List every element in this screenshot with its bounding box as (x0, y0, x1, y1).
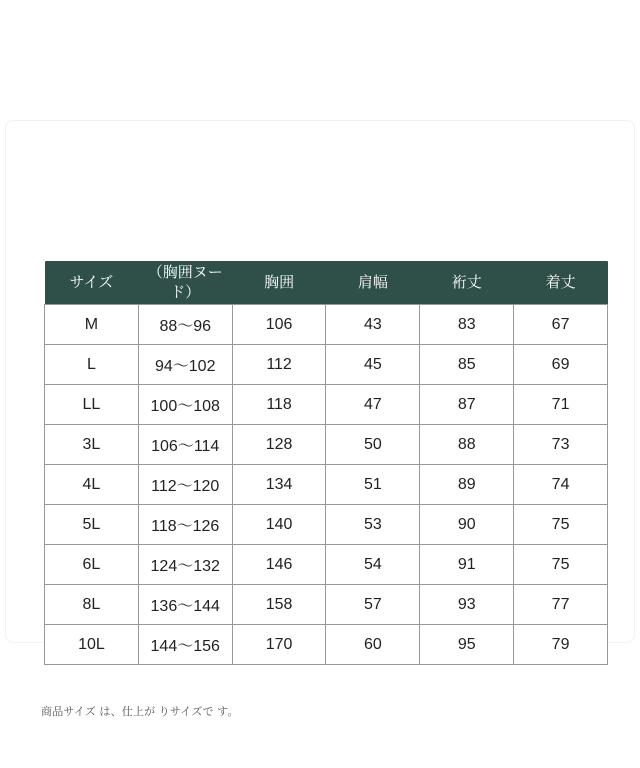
table-cell: 118 (232, 385, 326, 425)
table-row-ll (45, 385, 608, 425)
table-cell: 87 (420, 385, 514, 425)
table-cell: 8L (45, 585, 139, 625)
table-cell: 51 (326, 465, 420, 505)
table-cell: 88～96 (138, 305, 232, 345)
table-cell: 10L (45, 625, 139, 665)
table-cell: 144～156 (138, 625, 232, 665)
table-cell: L (45, 345, 139, 385)
size-chart-body (45, 305, 608, 665)
table-cell: LL (45, 385, 139, 425)
table-row-10l (45, 625, 608, 665)
column-header-chest-nude: （胸囲ヌード） (138, 261, 232, 305)
table-row-4l (45, 465, 608, 505)
table-cell: 158 (232, 585, 326, 625)
table-cell: 112 (232, 345, 326, 385)
size-chart-header (45, 261, 608, 305)
table-cell: 128 (232, 425, 326, 465)
table-cell: 124～132 (138, 545, 232, 585)
table-cell: 47 (326, 385, 420, 425)
size-chart-card (5, 120, 635, 718)
table-cell: 89 (420, 465, 514, 505)
table-cell: 54 (326, 545, 420, 585)
table-cell: 106 (232, 305, 326, 345)
table-cell: 73 (514, 425, 608, 465)
table-cell: 134 (232, 465, 326, 505)
table-cell: 60 (326, 625, 420, 665)
table-cell: 74 (514, 465, 608, 505)
table-cell: 88 (420, 425, 514, 465)
table-cell: 53 (326, 505, 420, 545)
column-header-size: サイズ (45, 261, 139, 305)
table-row-6l (45, 545, 608, 585)
table-cell: 90 (420, 505, 514, 545)
table-cell: 106～114 (138, 425, 232, 465)
table-row-8l (45, 585, 608, 625)
table-cell: 140 (232, 505, 326, 545)
size-note: 商品サイズ は、仕上が りサイズで す。 (41, 706, 239, 718)
table-cell: 170 (232, 625, 326, 665)
column-header-chest: 胸囲 (232, 261, 326, 305)
table-cell: 3L (45, 425, 139, 465)
table-row-l (45, 345, 608, 385)
header-row (45, 261, 608, 305)
table-cell: 79 (514, 625, 608, 665)
table-cell: 112～120 (138, 465, 232, 505)
table-cell: 5L (45, 505, 139, 545)
table-cell: 75 (514, 505, 608, 545)
table-cell: 4L (45, 465, 139, 505)
table-cell: M (45, 305, 139, 345)
column-header-length: 着丈 (514, 261, 608, 305)
table-cell: 75 (514, 545, 608, 585)
table-cell: 6L (45, 545, 139, 585)
table-cell: 50 (326, 425, 420, 465)
table-cell: 136～144 (138, 585, 232, 625)
table-cell: 71 (514, 385, 608, 425)
table-cell: 43 (326, 305, 420, 345)
table-cell: 95 (420, 625, 514, 665)
table-cell: 93 (420, 585, 514, 625)
table-cell: 118～126 (138, 505, 232, 545)
table-row-5l (45, 505, 608, 545)
table-row-m (45, 305, 608, 345)
column-header-sleeve: 裄丈 (420, 261, 514, 305)
table-cell: 45 (326, 345, 420, 385)
column-header-shoulder: 肩幅 (326, 261, 420, 305)
table-cell: 67 (514, 305, 608, 345)
table-cell: 100～108 (138, 385, 232, 425)
table-cell: 91 (420, 545, 514, 585)
table-cell: 77 (514, 585, 608, 625)
table-cell: 57 (326, 585, 420, 625)
table-cell: 94～102 (138, 345, 232, 385)
table-row-3l (45, 425, 608, 465)
table-cell: 69 (514, 345, 608, 385)
table-cell: 83 (420, 305, 514, 345)
table-cell: 146 (232, 545, 326, 585)
size-chart-table (44, 261, 608, 665)
table-cell: 85 (420, 345, 514, 385)
